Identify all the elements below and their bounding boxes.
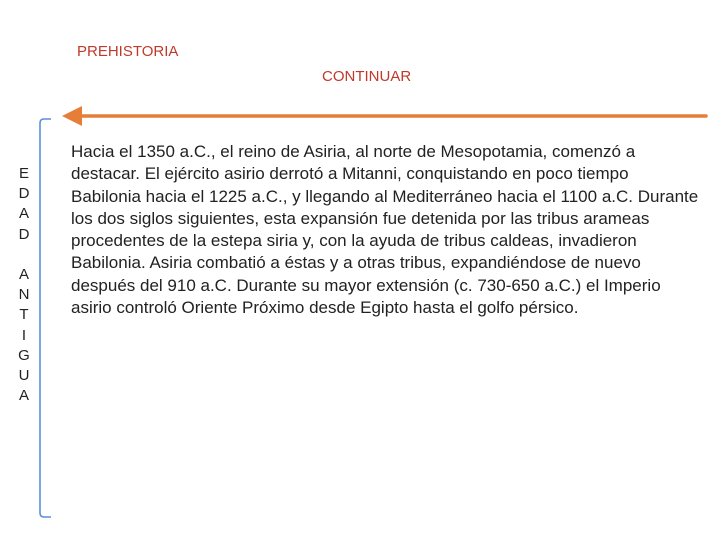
vertical-letter: D [18, 225, 30, 243]
prehistoria-link[interactable]: PREHISTORIA [77, 43, 179, 60]
vertical-letter: E [18, 165, 29, 182]
continuar-link[interactable]: CONTINUAR [322, 68, 412, 85]
vertical-word-edad-antigua [17, 164, 31, 406]
vertical-letter: A [18, 266, 29, 284]
vertical-letter: I [21, 326, 27, 344]
vertical-letter: G [18, 346, 30, 364]
left-arrow-icon [60, 104, 710, 128]
vertical-letter: N [18, 286, 30, 304]
vertical-letter: A [18, 387, 29, 405]
vertical-letter: T [19, 306, 29, 324]
vertical-letter: U [18, 367, 30, 385]
vertical-letter: D [18, 185, 30, 203]
main-paragraph: Hacia el 1350 a.C., el reino de Asiria, al norte de Mesopotamia, comenzó a destacar. El ejército asirio derrotó a Mitanni, conquistando en poco tiempo Babilonia hacia el 1225 a.C., y llegando al Mediterráneo hacia el 1100 a.C. Durante los dos siglos siguientes, esta expansión fue detenida por las tribus arameas procedentes de la estepa siria y, con la ayuda de tribus caldeas, invadieron Babilonia. Asiria combatió a éstas y a otras tribus, expandiéndose de nuevo después del 910 a.C. Durante su mayor extensión (c. 730-650 a.C.) el Imperio asirio controló Oriente Próximo desde Egipto hasta el golfo pérsico. [71, 142, 699, 318]
vertical-letter: A [18, 205, 29, 223]
vertical-letter-spacer [17, 245, 31, 265]
left-bracket [30, 113, 52, 525]
